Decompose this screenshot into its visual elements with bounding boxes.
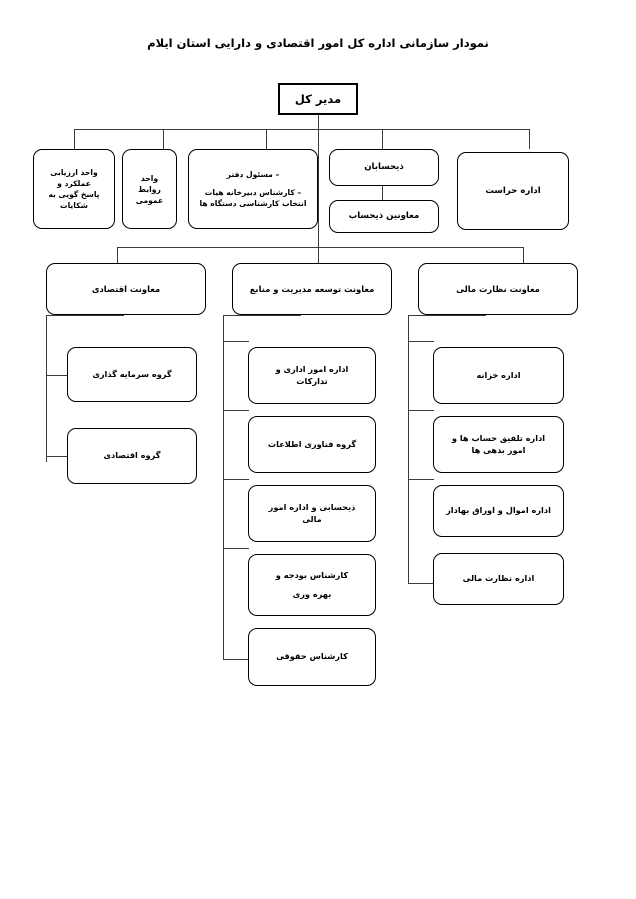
node-public-relations-unit[interactable]	[122, 149, 177, 229]
connector-drop-management-resources-deputy	[318, 247, 319, 263]
node-label: کارشناس حقوقی	[276, 651, 348, 662]
node-accounting-financial-office[interactable]	[248, 485, 376, 542]
connector-stub-accounts-debt-office	[408, 410, 434, 411]
node-label-line: اداره تلفیق حساب ها و	[451, 432, 546, 443]
node-director-general[interactable]	[278, 83, 358, 115]
connector-stub-it-group	[223, 410, 249, 411]
node-label-line: امور بدهی ها	[471, 444, 526, 455]
connector-spine-management-top	[223, 315, 301, 316]
connector-drop-financial-supervision-deputy	[523, 247, 524, 263]
node-budget-productivity-expert[interactable]	[248, 554, 376, 616]
node-label: گروه سرمایه گذاری	[92, 368, 172, 379]
connector-spine-financial-top	[408, 315, 486, 316]
node-label: معاونت اقتصادی	[91, 283, 161, 294]
node-accounts-debt-office[interactable]	[433, 416, 564, 473]
node-economic-group[interactable]	[67, 428, 197, 484]
node-label-line: انتخاب کارشناسی دستگاه ها	[199, 199, 307, 208]
connector-drop-treasurers	[382, 129, 383, 149]
node-assets-securities-office[interactable]	[433, 485, 564, 537]
node-label-line: عمومی	[135, 195, 164, 205]
connector-stub-admin-procurement-office	[223, 341, 249, 342]
node-label-line: شکایات	[59, 201, 89, 210]
node-label: اداره نظارت مالی	[462, 573, 535, 584]
node-management-resources-deputy[interactable]	[232, 263, 392, 315]
connector-stub-investment-group	[46, 375, 68, 376]
node-label-line: اداره امور اداری و	[275, 363, 349, 374]
node-financial-supervision-deputy[interactable]	[418, 263, 578, 315]
node-legal-expert[interactable]	[248, 628, 376, 686]
node-deputy-treasurers[interactable]	[329, 200, 439, 233]
node-label: معاونت نظارت مالی	[456, 283, 540, 294]
connector-drop-office-manager	[266, 129, 267, 149]
node-label: معاونین ذیحساب	[348, 211, 420, 222]
node-label-line: عملکرد و	[57, 179, 91, 188]
node-label: گروه فناوری اطلاعات	[267, 438, 357, 449]
node-label-line: ذیحسابی و اداره امور	[268, 501, 356, 512]
node-label: معاونت توسعه مدیریت و منابع	[249, 283, 375, 294]
connector-spine-financial	[408, 315, 409, 583]
node-label: اداره اموال و اوراق بهادار	[446, 505, 551, 516]
connector-stub-assets-securities-office	[408, 479, 434, 480]
connector-drop-public-relations-unit	[163, 129, 164, 149]
connector-stub-financial-supervision-office	[408, 583, 434, 584]
node-label-line: بهره وری	[292, 588, 332, 599]
node-it-group[interactable]	[248, 416, 376, 473]
node-treasurers[interactable]	[329, 149, 439, 186]
node-label-line: کارشناس بودجه و	[275, 569, 349, 580]
connector-stub-legal-expert	[223, 659, 249, 660]
node-economic-deputy[interactable]	[46, 263, 206, 315]
page-title: نمودار سازمانی اداره کل امور اقتصادی و دارایی استان ایلام	[147, 36, 489, 50]
node-label-line: تدارکات	[296, 375, 328, 386]
node-label: گروه اقتصادی	[103, 450, 161, 461]
node-admin-procurement-office[interactable]	[248, 347, 376, 404]
node-office-manager[interactable]	[188, 149, 318, 229]
connector-stub-treasury-office	[408, 341, 434, 342]
connector-spine-management	[223, 315, 224, 659]
node-label-line: واحد ارزیابی	[50, 168, 98, 177]
connector-treasurers-to-deputy	[382, 186, 383, 200]
connector-stub-accounting-financial-office	[223, 479, 249, 480]
connector-bus-deputies	[117, 247, 523, 248]
node-security-office[interactable]	[457, 152, 569, 230]
node-label-line: مالی	[302, 513, 322, 524]
node-label-line: – مسئول دفتر	[226, 170, 280, 179]
node-label-line: واحد	[140, 173, 159, 183]
connector-drop-evaluation-unit	[74, 129, 75, 149]
connector-drop-security-office	[529, 129, 530, 149]
node-treasury-office[interactable]	[433, 347, 564, 404]
connector-spine-economic-top	[46, 315, 124, 316]
node-label: ذیحسابان	[364, 162, 404, 173]
node-label: مدیر کل	[294, 91, 342, 106]
node-label-line: پاسخ گویی به	[48, 190, 100, 199]
node-label: اداره حراست	[485, 185, 541, 196]
node-label-line: – کارشناس دبیرخانه هیات	[204, 188, 302, 197]
connector-spine-economic	[46, 315, 47, 462]
node-financial-supervision-office[interactable]	[433, 553, 564, 605]
connector-stub-economic-group	[46, 456, 68, 457]
connector-root-stem	[318, 115, 319, 263]
node-evaluation-unit[interactable]	[33, 149, 115, 229]
node-investment-group[interactable]	[67, 347, 197, 402]
connector-drop-economic-deputy	[117, 247, 118, 263]
node-label-line: روابط	[138, 184, 161, 194]
connector-bus-staff	[74, 129, 529, 130]
node-label: اداره خزانه	[476, 369, 521, 380]
connector-stub-budget-productivity-expert	[223, 548, 249, 549]
